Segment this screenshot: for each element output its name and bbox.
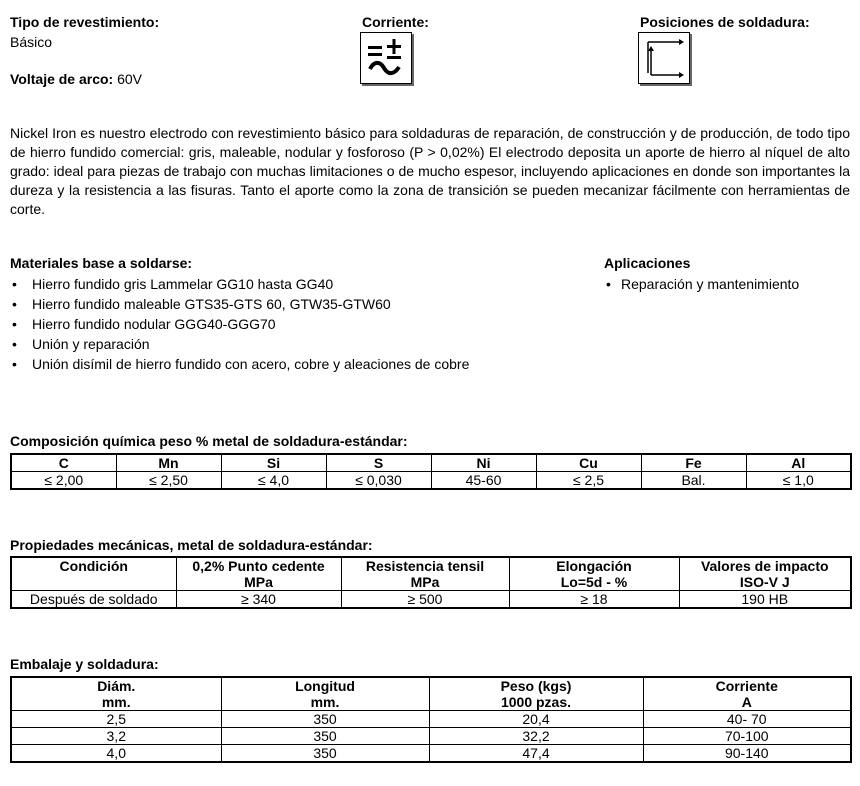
table-cell: ≥ 340 xyxy=(176,591,341,609)
col-header: Mn xyxy=(116,454,221,472)
materials-list xyxy=(10,274,590,374)
ac-dc-current-icon xyxy=(360,32,412,84)
coating-label: Tipo de revestimiento: xyxy=(10,14,160,30)
col-header-condicion: Condición xyxy=(11,557,176,591)
col-header-diametro: Diám. mm. xyxy=(11,677,221,711)
table-header-row xyxy=(11,454,851,472)
composition-table xyxy=(10,453,852,490)
table-cell: ≥ 500 xyxy=(341,591,509,609)
table-cell: 3,2 xyxy=(11,728,221,745)
positions-label: Posiciones de soldadura: xyxy=(640,14,810,30)
table-row xyxy=(11,711,851,728)
welding-positions-icon xyxy=(638,32,690,84)
list-item: • Unión disímil de hierro fundido con acero, cobre y aleaciones de cobre xyxy=(10,354,590,374)
table-cell: ≤ 4,0 xyxy=(221,472,326,490)
table-cell: 32,2 xyxy=(429,728,643,745)
table-cell: ≤ 1,0 xyxy=(746,472,851,490)
table-cell: Después de soldado xyxy=(11,591,176,609)
voltage-line xyxy=(10,71,142,88)
table-cell: 45-60 xyxy=(431,472,536,490)
table-cell: 47,4 xyxy=(429,745,643,763)
table-header-row xyxy=(11,677,851,711)
col-header-longitud: Longitud mm. xyxy=(221,677,429,711)
table-cell: 4,0 xyxy=(11,745,221,763)
col-header: C xyxy=(11,454,116,472)
table-row xyxy=(11,591,851,609)
packaging-table xyxy=(10,676,852,763)
list-item: • Hierro fundido nodular GGG40-GGG70 xyxy=(10,314,590,334)
col-header-impact: Valores de impacto ISO-V J xyxy=(679,557,851,591)
table-cell: 70-100 xyxy=(643,728,851,745)
table-cell: ≤ 2,5 xyxy=(536,472,641,490)
mechanical-title: Propiedades mecánicas, metal de soldadura-estándar: xyxy=(10,537,373,553)
table-header-row xyxy=(11,557,851,591)
col-header-corriente: Corriente A xyxy=(643,677,851,711)
list-item: • Hierro fundido gris Lammelar GG10 hasta GG40 xyxy=(10,274,590,294)
voltage-label: Voltaje de arco: xyxy=(10,71,114,87)
col-header-elongation: Elongación Lo=5d - % xyxy=(509,557,679,591)
packaging-title: Embalaje y soldadura: xyxy=(10,656,159,672)
table-row xyxy=(11,728,851,745)
col-header: Fe xyxy=(641,454,746,472)
table-cell: 190 HB xyxy=(679,591,851,609)
table-cell: 350 xyxy=(221,728,429,745)
table-cell: ≤ 2,50 xyxy=(116,472,221,490)
table-cell: 2,5 xyxy=(11,711,221,728)
list-item: • Hierro fundido maleable GTS35-GTS 60, GTW35-GTW60 xyxy=(10,294,590,314)
mechanical-table xyxy=(10,556,852,609)
description-paragraph: Nickel Iron es nuestro electrodo con revestimiento básico para soldaduras de reparación, de construcción y de producción, de todo tipo de hierro fundido comercial: gris, maleable, nodular y fosforoso (P > 0,02%) El electrodo deposita un aporte de hierro al níquel de alto grado: ideal para piezas de trabajo con muchas limitaciones o de mucho espesor, incluyendo aplicaciones en donde son importantes la dureza y la resistencia a las fisuras. Tanto el aporte como la zona de transición se pueden mecanizar fácilmente con herramientas de corte. xyxy=(10,125,850,217)
coating-value: Básico xyxy=(10,34,53,50)
table-cell: ≤ 2,00 xyxy=(11,472,116,490)
col-header-yield: 0,2% Punto cedente MPa xyxy=(176,557,341,591)
applications-title: Aplicaciones xyxy=(604,255,691,271)
table-row xyxy=(11,472,851,490)
table-cell: 20,4 xyxy=(429,711,643,728)
col-header-peso: Peso (kgs) 1000 pzas. xyxy=(429,677,643,711)
table-row xyxy=(11,745,851,763)
table-cell: ≥ 18 xyxy=(509,591,679,609)
col-header: Si xyxy=(221,454,326,472)
table-cell: Bal. xyxy=(641,472,746,490)
composition-title: Composición química peso % metal de soldadura-estándar: xyxy=(10,433,408,449)
table-cell: 40- 70 xyxy=(643,711,851,728)
list-item: • Unión y reparación xyxy=(10,334,590,354)
materials-title: Materiales base a soldarse: xyxy=(10,255,193,271)
current-label: Corriente: xyxy=(362,14,429,30)
col-header: Al xyxy=(746,454,851,472)
col-header: Cu xyxy=(536,454,641,472)
table-cell: ≤ 0,030 xyxy=(326,472,431,490)
col-header-tensile: Resistencia tensil MPa xyxy=(341,557,509,591)
table-cell: 350 xyxy=(221,745,429,763)
list-item: • Reparación y mantenimiento xyxy=(604,274,854,294)
col-header: S xyxy=(326,454,431,472)
applications-list xyxy=(604,274,854,294)
table-cell: 350 xyxy=(221,711,429,728)
table-cell: 90-140 xyxy=(643,745,851,763)
col-header: Ni xyxy=(431,454,536,472)
voltage-value: 60V xyxy=(117,71,143,87)
